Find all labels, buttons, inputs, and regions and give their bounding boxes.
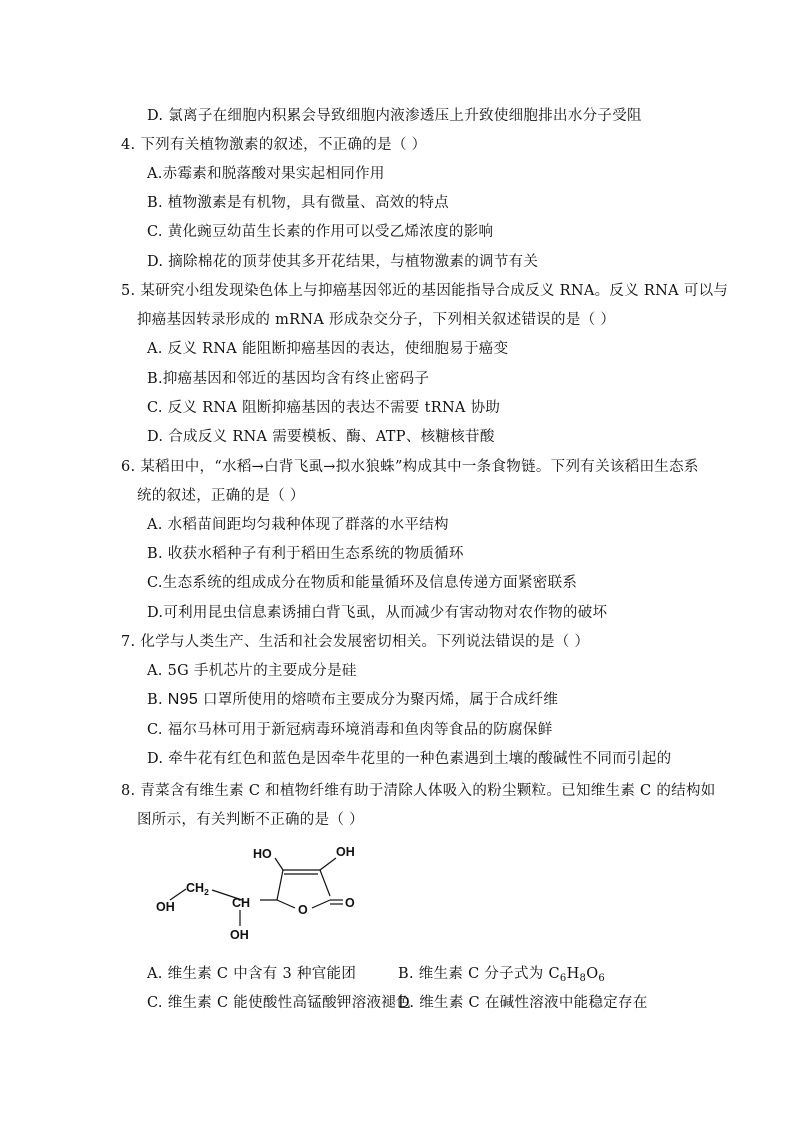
q8-option-b-sub-c: 6 — [559, 973, 567, 984]
label-oh-left: OH — [156, 900, 175, 914]
q7-option-b-text: 口罩所使用的熔喷布主要成分为聚丙烯，属于合成纤维 — [198, 692, 559, 708]
q8-option-b-o: O — [586, 966, 599, 982]
q7-option-b-n95: N95 — [167, 691, 199, 708]
q6-option-b: B. 收获水稻种子有利于稻田生态系统的物质循环 — [147, 546, 464, 562]
q6-option-a: A. 水稻苗间距均匀栽种体现了群落的水平结构 — [147, 517, 449, 533]
q8-option-b-sub-h: 8 — [579, 973, 587, 984]
q5-option-c: C. 反义 RNA 阻断抑癌基因的表达不需要 tRNA 协助 — [147, 400, 501, 416]
q8-option-b-h: H — [566, 966, 580, 982]
label-ring-o: O — [298, 903, 308, 917]
q6-stem-line1: 6. 某稻田中，“水稻→白背飞虱→拟水狼蛛”构成其中一条食物链。下列有关该稻田生态系 — [121, 459, 699, 475]
q4-option-d: D. 摘除棉花的顶芽使其多开花结果，与植物激素的调节有关 — [147, 254, 539, 270]
ring-bond-c3-c2 — [320, 870, 330, 896]
label-ch2-text: CH — [186, 881, 205, 895]
q4-option-c: C. 黄化豌豆幼苗生长素的作用可以受乙烯浓度的影响 — [147, 224, 494, 240]
q6-stem-line2: 统的叙述，正确的是（ ） — [137, 488, 305, 504]
q6-option-c: C.生态系统的组成成分在物质和能量循环及信息传递方面紧密联系 — [147, 575, 578, 591]
label-oh-bottom: OH — [230, 928, 249, 942]
q8-stem-line1: 8. 青菜含有维生素 C 和植物纤维有助于清除人体吸入的粉尘颗粒。已知维生素 C 的结构如 — [121, 783, 716, 799]
bond-c4-ho — [275, 858, 283, 870]
label-ch2 — [186, 881, 209, 897]
vitamin-c-structure-diagram — [150, 838, 370, 950]
q8-option-b-sub-o: 6 — [598, 973, 606, 984]
q8-option-a: A. 维生素 C 中含有 3 种官能团 — [147, 966, 357, 982]
label-ch: CH — [232, 896, 251, 910]
q5-option-d: D. 合成反义 RNA 需要模板、酶、ATP、核糖核苷酸 — [147, 429, 495, 445]
q8-option-b — [398, 964, 605, 989]
ring-bond-c4-c5 — [277, 870, 283, 900]
q3-option-d: D. 氯离子在细胞内积累会导致细胞内液渗透压上升致使细胞排出水分子受阻 — [147, 108, 642, 124]
q4-option-a: A.赤霉素和脱落酸对果实起相同作用 — [147, 166, 385, 182]
q7-option-d: D. 牵牛花有红色和蓝色是因牵牛花里的一种色素遇到土壤的酸碱性不同而引起的 — [147, 751, 672, 767]
q5-stem-line2: 抑癌基因转录形成的 mRNA 形成杂交分子，下列相关叙述错误的是（ ） — [137, 312, 616, 328]
q8-option-d: D. 维生素 C 在碱性溶液中能稳定存在 — [398, 995, 648, 1011]
bond-ch2-oh — [170, 889, 186, 900]
q5-stem-line1: 5. 某研究小组发现染色体上与抑癌基因邻近的基因能指导合成反义 RNA。反义 RNA 可以与 — [121, 283, 729, 299]
label-keto-o: O — [345, 896, 355, 910]
q7-option-b — [147, 690, 558, 710]
q4-stem: 4. 下列有关植物激素的叙述，不正确的是（ ） — [121, 137, 427, 153]
bond-c3-oh — [320, 858, 336, 870]
q7-option-a: A. 5G 手机芯片的主要成分是硅 — [147, 663, 357, 679]
q7-option-c: C. 福尔马林可用于新冠病毒环境消毒和鱼肉等食品的防腐保鲜 — [147, 722, 553, 738]
label-oh-top: OH — [336, 845, 355, 859]
q8-option-c: C. 维生素 C 能使酸性高锰酸钾溶液褪色 — [147, 995, 411, 1011]
q4-option-b: B. 植物激素是有机物，具有微量、高效的特点 — [147, 195, 449, 211]
q6-option-d: D.可利用昆虫信息素诱捕白背飞虱，从而减少有害动物对农作物的破坏 — [147, 605, 608, 621]
q8-option-b-text: B. 维生素 C 分子式为 C — [398, 966, 560, 982]
q8-stem-line2: 图所示，有关判断不正确的是（ ） — [137, 812, 364, 828]
ring-bond-o1-c2 — [312, 900, 330, 908]
label-ch2-sub: 2 — [204, 887, 209, 897]
q5-option-b: B.抑癌基因和邻近的基因均含有终止密码子 — [147, 371, 430, 387]
q5-option-a: A. 反义 RNA 能阻断抑癌基因的表达，使细胞易于癌变 — [147, 341, 509, 357]
q7-stem: 7. 化学与人类生产、生活和社会发展密切相关。下列说法错误的是（ ） — [121, 634, 590, 650]
q7-option-b-label: B. — [147, 692, 168, 708]
label-ho: HO — [253, 847, 272, 861]
ring-bond-c5-o1 — [277, 900, 295, 908]
